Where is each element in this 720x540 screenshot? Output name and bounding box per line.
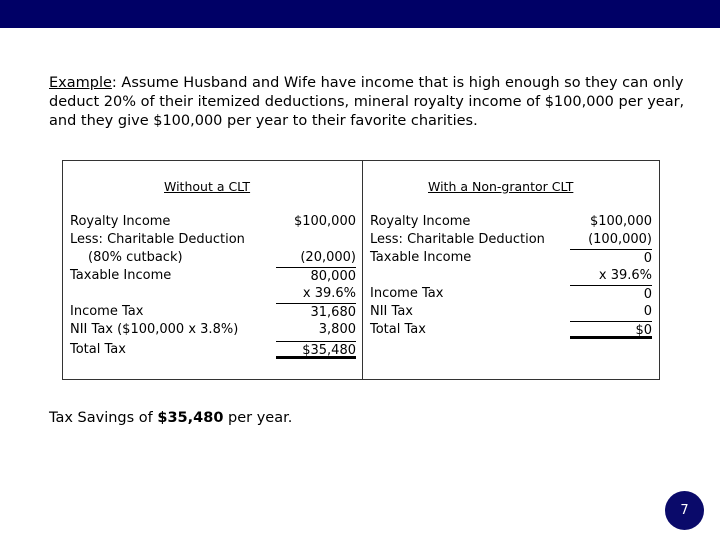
- right-column: [370, 213, 652, 339]
- table-row: [370, 321, 652, 339]
- row-value: (20,000): [300, 250, 356, 265]
- table-row: [370, 249, 652, 267]
- row-label: NII Tax ($100,000 x 3.8%): [70, 322, 239, 337]
- row-label: Less: Charitable Deduction: [370, 232, 545, 247]
- column-divider: [362, 161, 363, 379]
- row-label: NII Tax: [370, 304, 413, 319]
- row-value: $100,000: [589, 214, 652, 229]
- row-value: $0: [570, 321, 652, 339]
- table-row: [370, 231, 652, 249]
- row-label: Taxable Income: [370, 250, 472, 265]
- table-row: [70, 231, 356, 249]
- intro-text: : Assume Husband and Wife have income that is high enough so they can only deduct 20% of their itemized deductions, mineral royalty income of $100,000 per year, and they give $100,000 per year to their favorite charities.: [49, 75, 685, 129]
- savings-suffix: per year.: [223, 410, 293, 426]
- row-label: Income Tax: [370, 286, 444, 301]
- left-column: [70, 213, 356, 359]
- row-value: 31,680: [276, 303, 356, 321]
- row-value: 0: [570, 249, 652, 267]
- row-label: Total Tax: [370, 322, 426, 337]
- table-row: [370, 213, 652, 231]
- table-row: [370, 303, 652, 321]
- table-row: [370, 285, 652, 303]
- tax-savings-line: [49, 410, 292, 426]
- row-value: (100,000): [588, 232, 652, 247]
- row-value: 0: [643, 304, 652, 319]
- example-label: Example: [49, 75, 112, 91]
- row-label: Total Tax: [70, 342, 126, 357]
- row-value: x 39.6%: [598, 268, 652, 283]
- table-row: [70, 249, 356, 267]
- intro-paragraph: [49, 74, 689, 131]
- page-number-badge: 7: [665, 491, 704, 530]
- savings-amount: $35,480: [157, 410, 224, 426]
- row-label: Taxable Income: [70, 268, 172, 283]
- savings-prefix: Tax Savings of: [49, 410, 158, 426]
- row-label: Less: Charitable Deduction: [70, 232, 245, 247]
- table-row: [70, 303, 356, 321]
- left-heading: Without a CLT: [164, 179, 251, 194]
- right-heading: With a Non-grantor CLT: [428, 179, 574, 194]
- table-row: [370, 267, 652, 285]
- table-row: [70, 267, 356, 285]
- row-value: x 39.6%: [302, 286, 356, 301]
- table-row: [70, 285, 356, 303]
- row-label: (80% cutback): [88, 250, 183, 265]
- top-banner: [0, 0, 720, 28]
- row-value: 0: [570, 285, 652, 303]
- comparison-table: [62, 160, 660, 380]
- row-value: $35,480: [276, 341, 356, 359]
- row-label: Royalty Income: [70, 214, 171, 229]
- row-value: $100,000: [293, 214, 356, 229]
- row-label: Royalty Income: [370, 214, 471, 229]
- table-row: [70, 213, 356, 231]
- row-value: 3,800: [318, 322, 356, 337]
- table-row: [70, 321, 356, 339]
- table-row: [70, 341, 356, 359]
- row-value: 80,000: [276, 267, 356, 285]
- row-label: Income Tax: [70, 304, 144, 319]
